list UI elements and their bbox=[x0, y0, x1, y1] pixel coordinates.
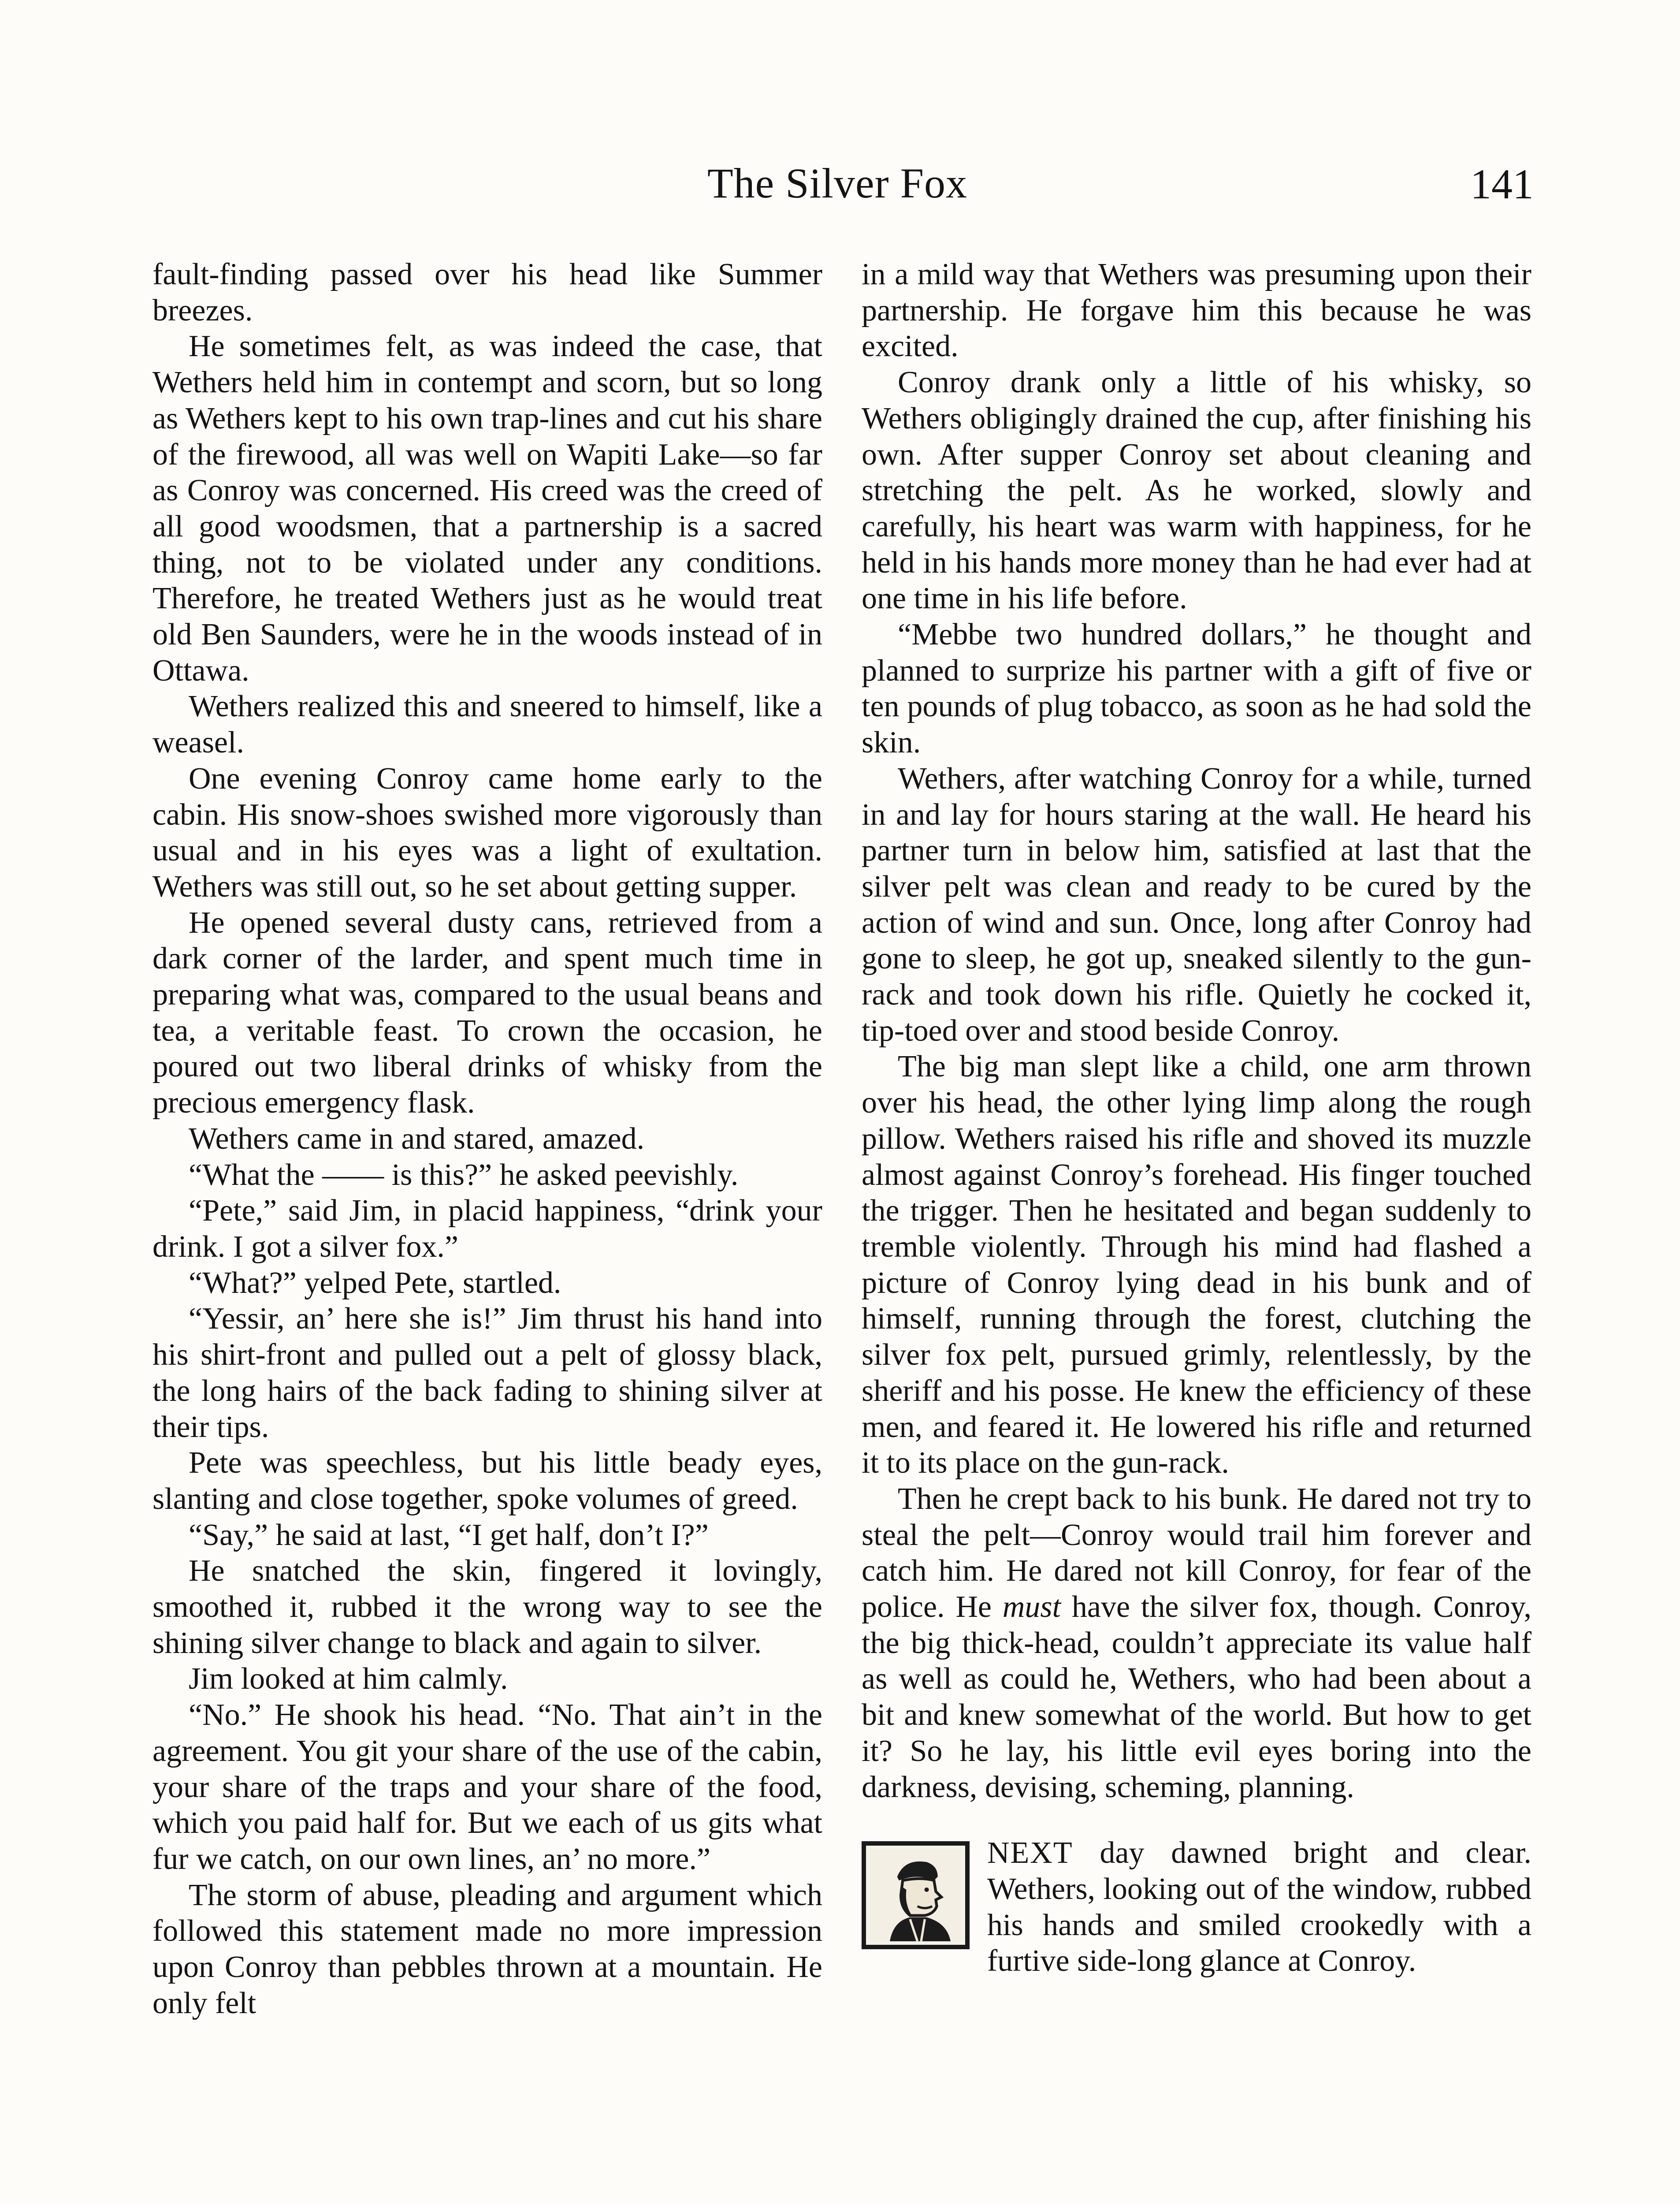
right-column bbox=[862, 257, 1531, 1979]
paragraph: Conroy drank only a little of his whisky, so Wethers obligingly drained the cup, after finishing his own. After supper Conroy set about cleaning and stretching the pelt. As he worked, slowly and carefully, his heart was warm with happiness, for he held in his hands more money than he had ever had at one time in his life before. bbox=[862, 365, 1531, 616]
left-column bbox=[152, 257, 822, 2021]
paragraph: in a mild way that Wethers was presuming upon their partnership. He forgave him this because he was excited. bbox=[862, 257, 1531, 364]
paragraph: Wethers realized this and sneered to himself, like a weasel. bbox=[152, 689, 822, 760]
paragraph: Wethers, after watching Conroy for a while, turned in and lay for hours staring at the wall. He heard his partner turn in below him, satisfied at last that the silver pelt was clean and ready to be cured by the action of wind and sun. Once, long after Conroy had gone to sleep, he got up, sneaked silently to the gun-rack and took down his rifle. Quietly he cocked it, tip-toed over and stood beside Conroy. bbox=[862, 761, 1531, 1048]
paragraph: “Yessir, an’ here she is!” Jim thrust his hand into his shirt-front and pulled out a pelt of glossy black, the long hairs of the back fading to shining silver at their tips. bbox=[152, 1302, 822, 1444]
paragraph: “What the —— is this?” he asked peevishly. bbox=[189, 1158, 739, 1192]
paragraph-text: have the silver fox, though. Conroy, the big thick-head, couldn’t appreciate its value half as well as could he, Wethers, who had been about a bit and knew somewhat of the world. But how to get it? So he lay, his little evil eyes boring into the darkness, devising, scheming, planning. bbox=[862, 1590, 1532, 1804]
paragraph: “What?” yelped Pete, startled. bbox=[189, 1266, 561, 1300]
paragraph: One evening Conroy came home early to the cabin. His snow-shoes swished more vigorously than usual and in his eyes was a light of exultation. Wethers was still out, so he set about getting supper. bbox=[152, 761, 822, 904]
paragraph: Wethers came in and stared, amazed. bbox=[189, 1121, 645, 1156]
paragraph bbox=[862, 1481, 1531, 1805]
section-opening-paragraph bbox=[862, 1835, 1531, 1979]
woodsman-portrait-icon bbox=[862, 1841, 970, 1949]
paragraph: The storm of abuse, pleading and argument which followed this statement made no more impression upon Conroy than pebbles thrown at a mountain. He only felt bbox=[152, 1878, 822, 2020]
paragraph: “No.” He shook his head. “No. That ain’t in the agreement. You git your share of the use of the cabin, your share of the traps and your share of the food, which you paid half for. But we each of us gits what fur we catch, on our own lines, an’ no more.” bbox=[152, 1698, 822, 1876]
paragraph-text: Then he crept back to his bunk. He dared not try to steal the pelt—Conroy would trail him forever and catch him. He dared not kill Conroy, for fear of the police. He bbox=[862, 1482, 1531, 1624]
paragraph: Pete was speechless, but his little beady eyes, slanting and close together, spoke volumes of greed. bbox=[152, 1446, 822, 1516]
paragraph: He snatched the skin, fingered it lovingly, smoothed it, rubbed it the wrong way to see the shining silver change to black and again to silver. bbox=[152, 1554, 822, 1660]
running-title: The Silver Fox bbox=[707, 160, 967, 207]
paragraph: Jim looked at him calmly. bbox=[189, 1662, 508, 1696]
paragraph: “Pete,” said Jim, in placid happiness, “drink your drink. I got a silver fox.” bbox=[152, 1194, 822, 1264]
paragraph-text: day dawned bright and clear. Wethers, looking out of the window, rubbed his hands and smiled crookedly with a furtive side-long glance at Conroy. bbox=[987, 1836, 1531, 1978]
paragraph: He opened several dusty cans, retrieved from a dark corner of the larder, and spent much time in preparing what was, compared to the usual beans and tea, a veritable feast. To crown the occasion, he poured out two liberal drinks of whisky from the precious emergency flask. bbox=[152, 905, 822, 1120]
emphasis-text: must bbox=[1002, 1590, 1061, 1624]
page-number: 141 bbox=[1470, 160, 1534, 208]
lead-words: NEXT bbox=[987, 1836, 1073, 1870]
paragraph: “Mebbe two hundred dollars,” he thought and planned to surprize his partner with a gift of five or ten pounds of plug tobacco, as soon as he had sold the skin. bbox=[862, 618, 1531, 760]
paragraph: fault-finding passed over his head like Summer breezes. bbox=[152, 257, 822, 328]
paragraph: The big man slept like a child, one arm thrown over his head, the other lying limp along the rough pillow. Wethers raised his rifle and shoved its muzzle almost against Conroy’s forehead. His finger touched the trigger. Then he hesitated and began suddenly to tremble violently. Through his mind had flashed a picture of Conroy lying dead in his bunk and of himself, running through the forest, clutching the silver fox pelt, pursued grimly, relentlessly, by the sheriff and his posse. He knew the efficiency of these men, and feared it. He lowered his rifle and returned it to its place on the gun-rack. bbox=[862, 1050, 1531, 1480]
paragraph: He sometimes felt, as was indeed the case, that Wethers held him in contempt and scorn, but so long as Wethers kept to his own trap-lines and cut his share of the firewood, all was well on Wapiti Lake—so far as Conroy was concerned. His creed was the creed of all good woodsmen, that a partnership is a sacred thing, not to be violated under any conditions. Therefore, he treated Wethers just as he would treat old Ben Saunders, were he in the woods instead of in Ottawa. bbox=[152, 329, 822, 688]
paragraph: “Say,” he said at last, “I get half, don’t I?” bbox=[189, 1518, 709, 1552]
